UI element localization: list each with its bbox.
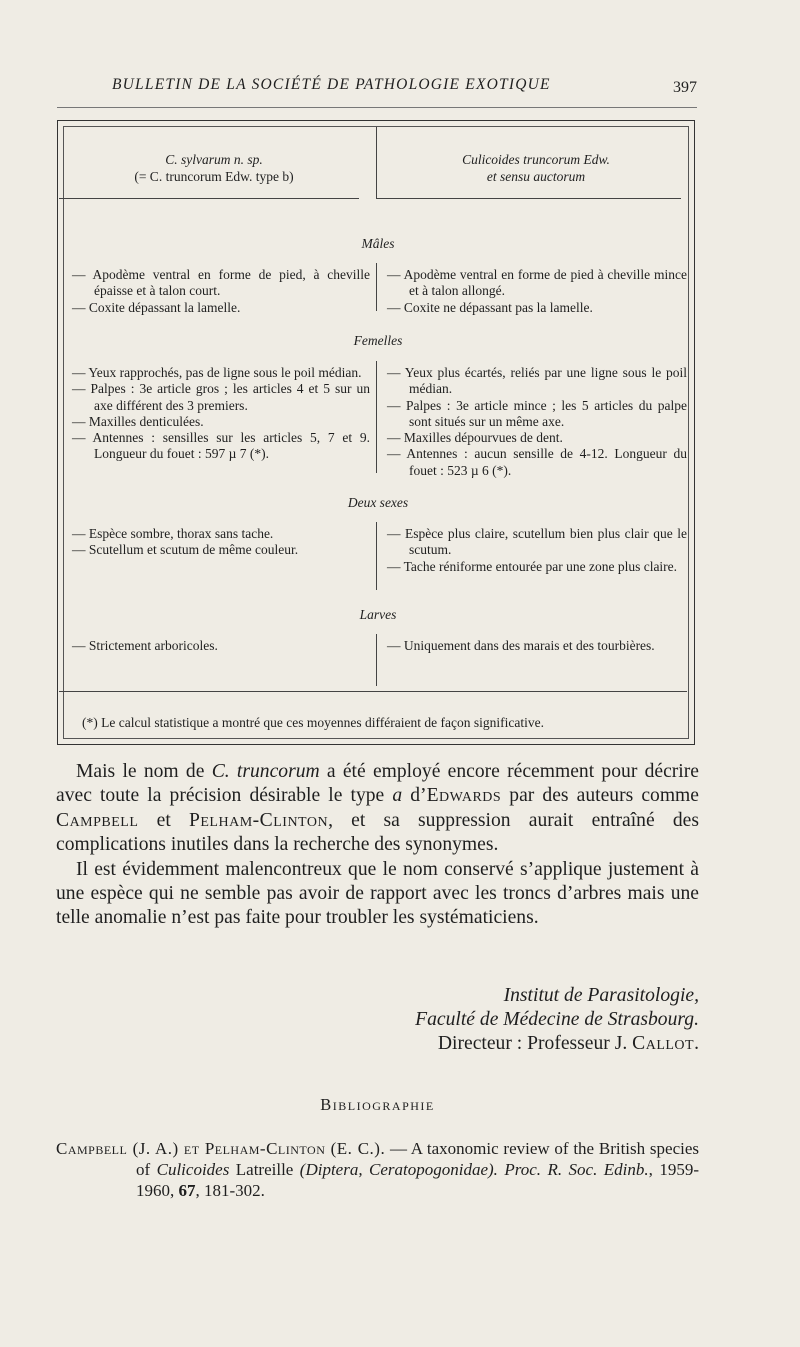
larvae-left-item: — Strictement arboricoles. — [72, 638, 218, 653]
text-run: et — [138, 809, 189, 831]
author-name: Callot — [632, 1033, 695, 1054]
head-rule-right — [376, 198, 681, 199]
males-divider — [376, 263, 377, 311]
larvae-divider — [376, 634, 377, 686]
bibliography-entry — [56, 1138, 699, 1201]
right-head-species: Culicoides truncorum Edw. — [462, 152, 610, 167]
larvae-left-cell — [72, 638, 370, 654]
males-left-item: — Apodème ventral en forme de pied, à cheville épaisse et à talon court. — [72, 267, 370, 299]
signature-faculty: Faculté de Médecine de Strasbourg. — [415, 1009, 699, 1030]
females-left-item: — Palpes : 3e article gros ; les articles 4 et 5 sur un axe différent des 3 premiers. — [72, 381, 370, 413]
text-run: , 181-302. — [195, 1181, 265, 1200]
signature-director — [438, 1033, 699, 1055]
larvae-right-cell — [387, 638, 687, 654]
bib-volume: 67 — [178, 1181, 196, 1200]
text-run: par des auteurs comme — [501, 785, 699, 807]
males-right-item: — Apodème ventral en forme de pied à cheville mince et à talon allongé. — [387, 267, 687, 299]
text-run: a été employé encore récemment pour décrire avec toute la précision désirable le type — [56, 761, 699, 807]
text-run: Directeur : Professeur J. — [437, 1033, 633, 1054]
paragraph — [56, 760, 699, 858]
table-inner-frame — [63, 126, 689, 739]
comparison-table — [57, 120, 695, 745]
text-run: — A taxonomic review of the British species of — [136, 1139, 700, 1179]
text-run: , 1959-1960, — [136, 1160, 699, 1200]
signature-institute: Institut de Parasitologie, — [503, 985, 699, 1006]
females-right-item: — Antennes : aucun sensille de 4-12. Longueur du fouet : 523 µ 6 (*). — [387, 446, 687, 478]
females-right-item: — Yeux plus écartés, reliés par une ligne sous le poil médian. — [387, 365, 687, 397]
both-right-item: — Tache réniforme entourée par une zone plus claire. — [387, 558, 678, 574]
italic-genus: Culicoides — [156, 1160, 230, 1179]
left-column-head — [64, 151, 364, 185]
bib-authors: Campbell (J. A.) et Pelham-Clinton (E. C.). — [56, 1139, 386, 1158]
larvae-right-item: — Uniquement dans des marais et des tourbières. — [387, 638, 655, 653]
females-right-item: — Maxilles dépourvues de dent. — [387, 430, 563, 446]
section-title-females: Femelles — [353, 333, 403, 348]
page-number: 397 — [673, 79, 697, 96]
females-left-item: — Yeux rapprochés, pas de ligne sous le poil médian. — [72, 365, 362, 380]
author-name: Campbell — [56, 809, 139, 831]
right-head-sensu: et sensu auctorum — [486, 169, 586, 184]
table-footnote: (*) Le calcul statistique a montré que ces moyennes différaient de façon significative. — [82, 715, 544, 730]
running-header — [112, 76, 697, 102]
paragraph: Il est évidemment malencontreux que le nom conservé s’applique justement à une espèce qui ne semble pas avoir de rapport avec les troncs d’arbres mais une telle anomalie n’est pas faite pour troubler les systématiciens. — [56, 858, 699, 929]
italic-species: C. truncorum — [211, 761, 320, 782]
both-right-cell — [387, 526, 687, 575]
text-run: d’ — [402, 785, 427, 807]
head-rule-left — [59, 198, 359, 199]
author-name: Edwards — [426, 785, 502, 807]
running-title: BULLETIN DE LA SOCIÉTÉ DE PATHOLOGIE EXOTIQUE — [112, 76, 551, 93]
males-right-item: — Coxite ne dépassant pas la lamelle. — [387, 299, 593, 315]
section-title-larvae: Larves — [359, 607, 397, 622]
bibliography-heading: Bibliographie — [320, 1095, 435, 1114]
text-run: Latreille — [229, 1160, 300, 1179]
section-title-both-sexes: Deux sexes — [347, 495, 409, 510]
footnote-rule — [59, 691, 687, 692]
females-left-item: — Maxilles denticulées. — [72, 413, 204, 429]
females-left-cell — [72, 365, 370, 463]
italic-journal: (Diptera, Ceratopogonidae). Proc. R. Soc. Edinb. — [299, 1160, 649, 1179]
text-run: . — [694, 1033, 699, 1054]
both-left-item: — Espèce sombre, thorax sans tache. — [72, 526, 274, 541]
both-left-item: — Scutellum et scutum de même couleur. — [72, 542, 299, 558]
females-divider — [376, 361, 377, 473]
females-right-cell — [387, 365, 687, 479]
both-divider — [376, 522, 377, 590]
section-title-males: Mâles — [361, 236, 395, 251]
head-divider — [376, 127, 377, 199]
males-right-cell — [387, 267, 687, 316]
males-left-item: — Coxite dépassant la lamelle. — [72, 299, 241, 315]
left-head-species: C. sylvarum n. sp. — [165, 152, 263, 167]
italic-type: a — [392, 785, 403, 807]
both-right-item: — Espèce plus claire, scutellum bien plus clair que le scutum. — [387, 526, 687, 558]
body-text — [56, 760, 699, 931]
right-column-head — [376, 151, 696, 185]
author-name: Pelham-Clinton — [188, 809, 329, 831]
text-run: , et sa suppression aurait entraîné des complications inutiles dans la recherche des synonymes. — [56, 809, 699, 856]
both-left-cell — [72, 526, 370, 559]
females-right-item: — Palpes : 3e article mince ; les 5 articles du palpe sont situés sur un même axe. — [387, 397, 687, 429]
left-head-synonym: (= C. truncorum Edw. type b) — [134, 169, 294, 184]
females-left-item: — Antennes : sensilles sur les articles 5, 7 et 9. Longueur du fouet : 597 µ 7 (*). — [72, 430, 370, 462]
males-left-cell — [72, 267, 370, 316]
header-rule — [57, 107, 697, 108]
text-run: Mais le nom de — [76, 761, 212, 782]
